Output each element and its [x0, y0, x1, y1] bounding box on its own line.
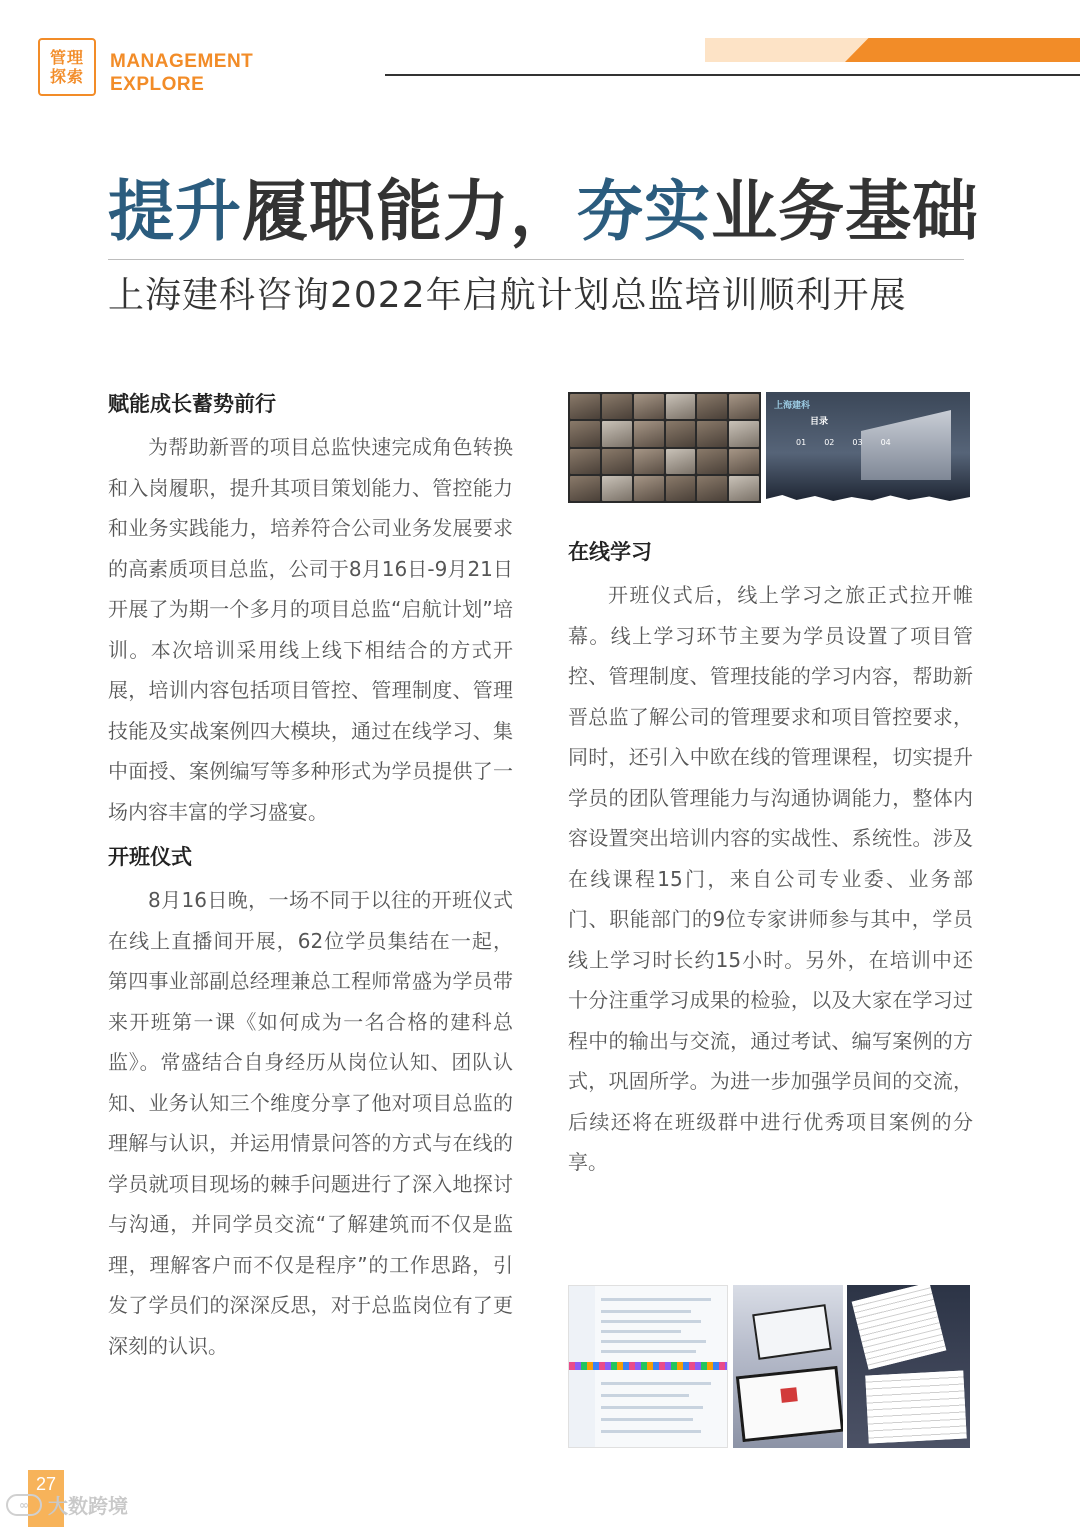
tablet-photo — [733, 1285, 843, 1448]
watermark-text: 大数跨境 — [48, 1494, 128, 1518]
document-page — [865, 1370, 966, 1443]
torn-edge — [766, 493, 970, 503]
watermark — [6, 1490, 128, 1519]
section-body-opening: 8月16日晚，一场不同于以往的开班仪式在线上直播间开展，62位学员集结在一起，第四事业部副总经理兼总工程师常盛为学员带来开班第一课《如何成为一名合格的建科总监》。常盛结合自身经历从岗位认知、团队认知、业务认知三个维度分享了他对项目总监的理解与认识，并运用情景问答的方式与在线的学员就项目现场的棘手问题进行了深入地探讨与沟通，并同学员交流“了解建筑而不仅是监理，理解客户而不仅是程序”的工作思路，引发了学员们的深深反思，对于总监岗位有了更深刻的认识。 — [108, 888, 513, 1358]
section-heading-empower: 赋能成长蓄势前行 — [108, 392, 276, 416]
case-documents-photo — [847, 1285, 970, 1448]
slide-menu-title: 目录 — [810, 417, 829, 427]
article-subtitle: 上海建科咨询2022年启航计划总监培训顺利开展 — [108, 275, 907, 316]
tablet-screen — [736, 1366, 843, 1442]
tablet-screen — [752, 1304, 832, 1360]
document-page — [852, 1285, 947, 1370]
video-meeting-photo — [568, 392, 761, 503]
article-title — [108, 172, 979, 252]
page-number: 27 — [28, 1470, 64, 1527]
hearts-strip — [569, 1362, 727, 1370]
section-body-empower: 为帮助新晋的项目总监快速完成角色转换和入岗履职，提升其项目策划能力、管控能力和业务实践能力，培养符合公司业务发展要求的高素质项目总监，公司于8月16日-9月21日开展了为期一个多月的项目总监“启航计划”培训。本次培训采用线上线下相结合的方式开展，培训内容包括项目管控、管理制度、管理技能及实战案例四大模块，通过在线学习、集中面授、案例编写等多种形式为学员提供了一场内容丰富的学习盛宴。 — [108, 435, 513, 824]
title-part-4: 业务基础 — [711, 173, 979, 250]
title-accent-2: 夯实 — [577, 173, 711, 250]
title-accent-1: 提升 — [108, 173, 242, 250]
slide-num: 04 — [880, 438, 891, 447]
slide-num: 02 — [824, 438, 835, 447]
section-heading-opening: 开班仪式 — [108, 845, 192, 869]
logo-cn-line-2: 探索 — [49, 67, 84, 86]
logo-cn-line-1: 管理 — [49, 48, 84, 67]
section-label-line-1: MANAGEMENT — [110, 51, 254, 72]
title-part-2: 履职能力， — [242, 173, 577, 250]
section-label-en — [110, 50, 253, 96]
right-column — [568, 533, 973, 1183]
left-column — [108, 385, 513, 1366]
slide-num: 03 — [852, 438, 863, 447]
learning-platform-screenshot — [568, 1285, 728, 1448]
presentation-slide-photo — [766, 392, 970, 503]
section-label-line-2: EXPLORE — [110, 74, 205, 95]
section-heading-online: 在线学习 — [568, 540, 652, 564]
slide-brand: 上海建科 — [774, 401, 811, 411]
slide-num: 01 — [796, 438, 807, 447]
section-logo — [38, 38, 96, 96]
watermark-icon: ∞ — [6, 1494, 42, 1516]
header-accent-bar — [845, 38, 1080, 62]
slide-menu-numbers — [796, 438, 891, 447]
header-rule — [385, 74, 1080, 76]
title-divider — [108, 259, 964, 260]
section-body-online: 开班仪式后，线上学习之旅正式拉开帷幕。线上学习环节主要为学员设置了项目管控、管理制度、管理技能的学习内容，帮助新晋总监了解公司的管理要求和项目管控要求，同时，还引入中欧在线的管理课程，切实提升学员的团队管理能力与沟通协调能力，整体内容设置突出培训内容的实战性、系统性。涉及在线课程15门，来自公司专业委、业务部门、职能部门的9位专家讲师参与其中，学员线上学习时长约15小时。另外，在培训中还十分注重学习成果的检验，以及大家在学习过程中的输出与交流，通过考试、编写案例的方式，巩固所学。为进一步加强学员间的交流，后续还将在班级群中进行优秀项目案例的分享。 — [568, 583, 973, 1174]
